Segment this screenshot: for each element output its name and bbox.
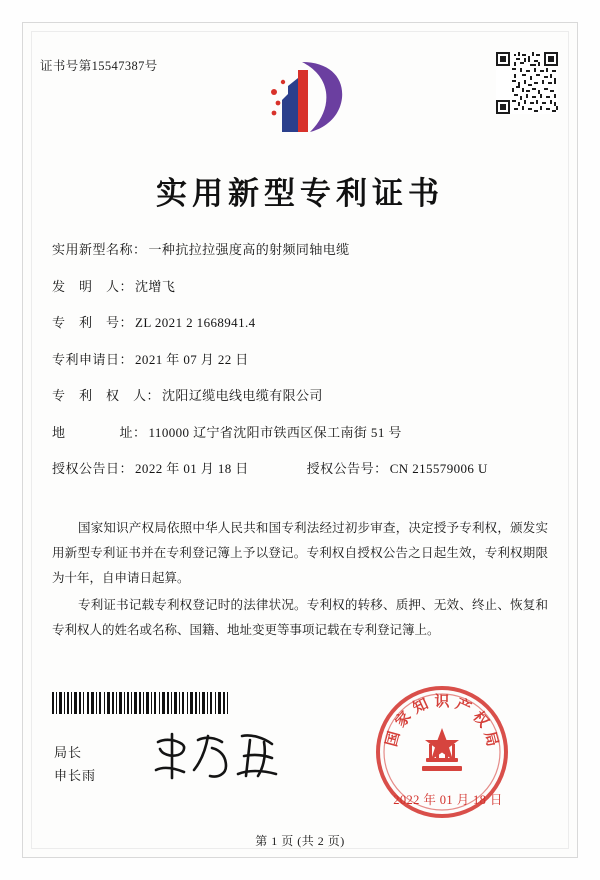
field-label: 专利申请日： (52, 351, 134, 367)
paragraph-2: 专利证书记载专利权登记时的法律状况。专利权的转移、质押、无效、终止、恢复和专利权人的姓名或名称、国籍、地址变更等事项记载在专利登记簿上。 (52, 598, 548, 637)
field-list (52, 240, 552, 496)
svg-text:局: 局 (480, 729, 502, 749)
page-title: 实用新型专利证书 (156, 176, 444, 212)
director-label: 局长 (54, 745, 83, 760)
field-row-name (52, 240, 552, 260)
field-value: 沈阳辽缆电线电缆有限公司 (162, 388, 323, 403)
field-row-patentee (52, 386, 552, 406)
handwritten-signature (150, 726, 285, 788)
qr-code (496, 52, 558, 114)
field-value-grant-date: 2022 年 01 月 18 日 (135, 461, 249, 476)
field-label: 专 利 号： (52, 315, 134, 330)
paragraph-1: 国家知识产权局依照中华人民共和国专利法经过初步审查，决定授予专利权，颁发实用新型专利证书并在专利登记簿上予以登记。专利权自授权公告之日起生效，专利权期限为十年，自申请日起算。 (52, 521, 548, 585)
field-value: 2021 年 07 月 22 日 (135, 351, 249, 367)
field-label-grant-date: 授权公告日： (52, 461, 134, 476)
barcode (52, 692, 230, 714)
field-row-grant-announcement (52, 459, 552, 479)
svg-text:知: 知 (409, 694, 432, 718)
field-row-inventor (52, 277, 552, 297)
field-value: 沈增飞 (135, 278, 176, 294)
legal-text (52, 516, 548, 645)
field-label-grant-number: 授权公告号： (306, 461, 388, 476)
page-footer: 第 1 页 (共 2 页) (255, 834, 345, 848)
svg-text:识: 识 (434, 692, 450, 710)
field-value: ZL 2021 2 1668941.4 (135, 315, 256, 330)
director-name: 申长雨 (54, 767, 97, 783)
field-label: 专 利 权 人： (52, 388, 161, 403)
svg-text:家: 家 (391, 707, 415, 731)
field-row-patent-number (52, 313, 552, 333)
cnipa-logo (252, 56, 348, 136)
svg-text:权: 权 (469, 707, 493, 731)
svg-text:国: 国 (382, 729, 404, 749)
field-value-grant-number: CN 215579006 U (389, 461, 488, 476)
field-row-address (52, 423, 552, 443)
field-label: 实用新型名称： (52, 242, 147, 257)
director-signature-block (54, 742, 96, 788)
field-value: 110000 辽宁省沈阳市铁西区保工南街 51 号 (148, 424, 402, 440)
field-label: 地 址： (52, 424, 147, 440)
field-label: 发 明 人： (52, 278, 134, 294)
svg-text:产: 产 (452, 694, 475, 718)
certificate-number: 证书号第15547387号 (40, 59, 158, 73)
seal-date: 2022 年 01 月 18 日 (393, 793, 503, 807)
field-row-application-date (52, 350, 552, 370)
field-value: 一种抗拉拉强度高的射频同轴电缆 (148, 242, 350, 257)
